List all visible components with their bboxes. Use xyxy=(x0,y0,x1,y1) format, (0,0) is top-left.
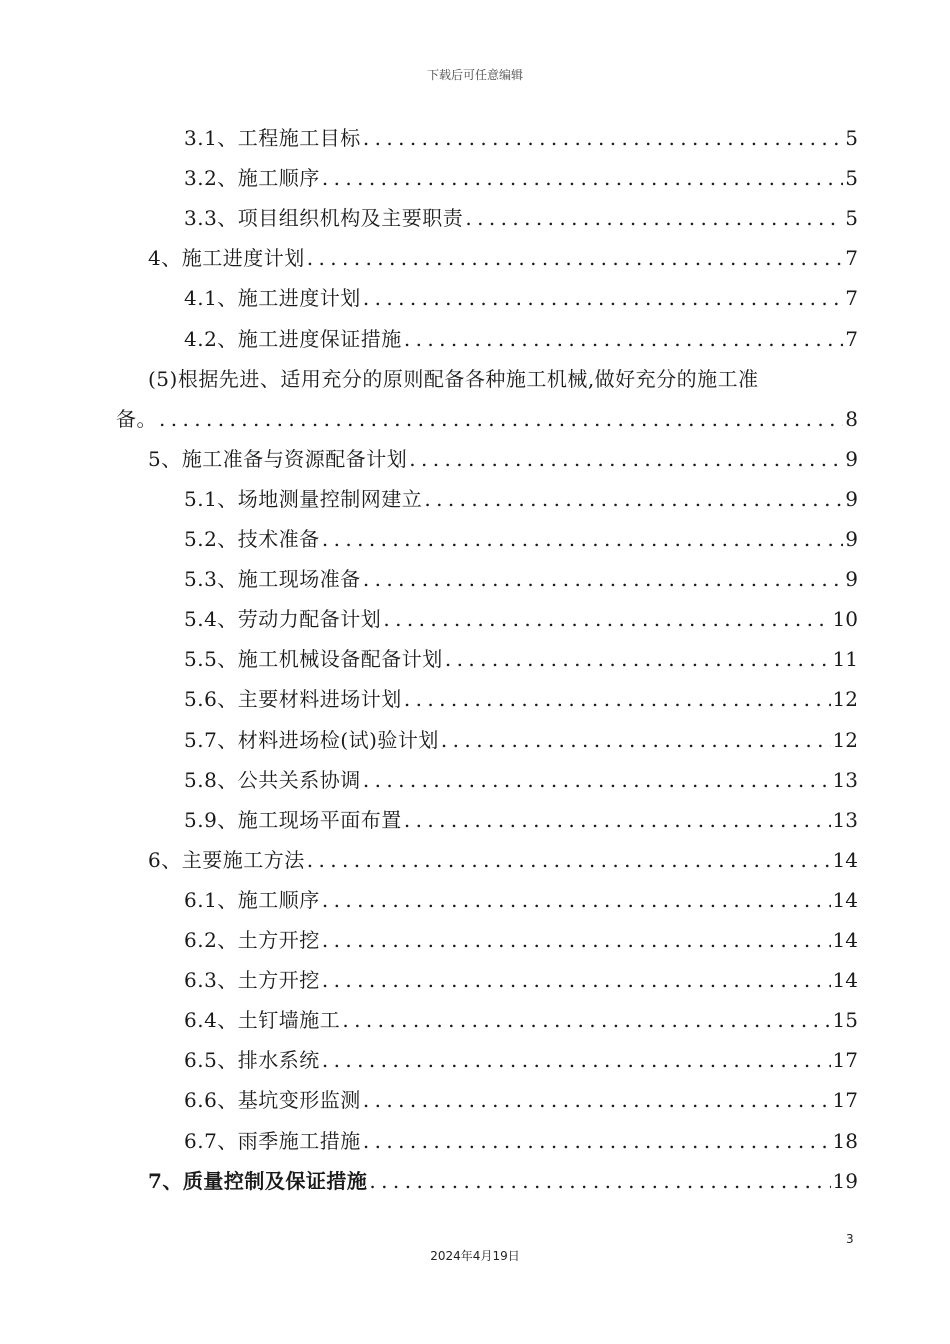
toc-entry-page: 14 xyxy=(832,928,858,952)
toc-entry-label: 5.1、场地测量控制网建立 xyxy=(184,486,423,511)
toc-dot-leader xyxy=(307,238,844,278)
toc-entry-label: 7、质量控制及保证措施 xyxy=(148,1168,368,1193)
toc-dot-leader xyxy=(445,639,831,679)
toc-entry-label: 4.1、施工进度计划 xyxy=(184,286,361,311)
toc-entry[interactable] xyxy=(184,1121,858,1161)
toc-entry-label: 6.7、雨季施工措施 xyxy=(184,1128,361,1153)
toc-entry[interactable] xyxy=(184,158,858,198)
toc-dot-leader xyxy=(465,198,843,238)
toc-entry[interactable] xyxy=(184,720,858,760)
toc-entry-page: 7 xyxy=(845,286,858,311)
toc-entry-page: 7 xyxy=(845,246,858,271)
toc-entry-page: 7 xyxy=(845,326,858,351)
toc-entry-page: 9 xyxy=(845,527,858,551)
toc-dot-leader xyxy=(307,840,831,880)
toc-dot-leader xyxy=(383,599,830,639)
toc-entry[interactable] xyxy=(184,118,858,158)
toc-entry[interactable] xyxy=(184,198,858,238)
toc-entry[interactable] xyxy=(184,920,858,960)
toc-entry[interactable] xyxy=(148,439,858,479)
toc-entry-label: 6.2、土方开挖 xyxy=(184,928,320,952)
toc-entry[interactable] xyxy=(184,319,858,359)
toc-dot-leader xyxy=(322,519,843,559)
toc-entry-page: 14 xyxy=(832,887,858,912)
toc-entry-page: 10 xyxy=(832,607,858,632)
toc-entry-label: 4.2、施工进度保证措施 xyxy=(184,326,402,351)
toc-dot-leader xyxy=(363,559,843,599)
toc-entry-page: 19 xyxy=(832,1168,858,1193)
toc-entry-label: 6.5、排水系统 xyxy=(184,1048,320,1073)
toc-entry-page: 13 xyxy=(832,807,858,832)
toc-entry-label: 5.4、劳动力配备计划 xyxy=(184,607,382,632)
toc-entry[interactable] xyxy=(184,800,858,840)
toc-entry[interactable] xyxy=(184,1040,858,1080)
toc-entry[interactable] xyxy=(148,1161,858,1201)
toc-entry-page: 5 xyxy=(845,166,858,191)
toc-entry[interactable] xyxy=(184,479,858,519)
toc-dot-leader xyxy=(404,319,843,359)
toc-entry-wrapped-line[interactable]: (5)根据先进、适用充分的原则配备各种施工机械,做好充分的施工准 xyxy=(148,366,759,391)
toc-entry-label: 3.3、项目组织机构及主要职责 xyxy=(184,206,464,231)
toc-dot-leader xyxy=(404,800,831,840)
toc-entry-page: 5 xyxy=(845,126,858,150)
toc-dot-leader xyxy=(322,1040,831,1080)
toc-entry[interactable] xyxy=(184,679,858,719)
toc-entry-page: 9 xyxy=(845,486,858,511)
toc-entry[interactable] xyxy=(184,519,858,559)
toc-dot-leader xyxy=(404,679,831,719)
toc-entry[interactable] xyxy=(184,960,858,1000)
toc-entry-label: 3.2、施工顺序 xyxy=(184,166,320,191)
toc-entry-label: 6、主要施工方法 xyxy=(148,847,305,872)
toc-entry-page: 14 xyxy=(832,968,858,993)
toc-entry[interactable] xyxy=(184,1080,858,1120)
toc-dot-leader xyxy=(322,158,843,198)
toc-entry[interactable] xyxy=(184,639,858,679)
toc-entry-label: 5.3、施工现场准备 xyxy=(184,567,361,592)
toc-entry[interactable] xyxy=(184,559,858,599)
toc-dot-leader xyxy=(159,399,843,439)
toc-entry-page: 15 xyxy=(832,1008,858,1033)
toc-dot-leader xyxy=(441,720,831,760)
toc-entry-page: 12 xyxy=(832,727,858,752)
toc-entry-label: 5、施工准备与资源配备计划 xyxy=(148,446,408,471)
toc-entry[interactable] xyxy=(184,1000,858,1040)
page-header: 下载后可任意编辑 xyxy=(426,68,523,82)
toc-entry[interactable] xyxy=(116,399,858,439)
toc-entry-page: 12 xyxy=(832,687,858,712)
toc-entry-label: 6.1、施工顺序 xyxy=(184,887,320,912)
toc-dot-leader xyxy=(369,1161,830,1201)
toc-entry[interactable] xyxy=(148,238,858,278)
toc-entry-page: 5 xyxy=(845,206,858,231)
toc-entry-label: 5.2、技术准备 xyxy=(184,527,320,551)
toc-dot-leader xyxy=(342,1000,830,1040)
toc-entry-label: 4、施工进度计划 xyxy=(148,246,305,271)
toc-entry-label: 6.4、土钉墙施工 xyxy=(184,1008,341,1033)
toc-entry-page: 9 xyxy=(845,446,858,471)
toc-entry-page: 8 xyxy=(845,406,858,431)
toc-dot-leader xyxy=(363,1121,831,1161)
toc-dot-leader xyxy=(322,880,831,920)
toc-entry-page: 17 xyxy=(832,1088,858,1113)
toc-entry[interactable] xyxy=(184,880,858,920)
toc-entry[interactable] xyxy=(184,278,858,318)
toc-dot-leader xyxy=(409,439,843,479)
toc-dot-leader xyxy=(363,760,831,800)
toc-dot-leader xyxy=(322,960,831,1000)
toc-entry-label: 3.1、工程施工目标 xyxy=(184,126,361,150)
toc-entry-label: 6.3、土方开挖 xyxy=(184,968,320,993)
toc-entry-label: 5.7、材料进场检(试)验计划 xyxy=(184,727,439,752)
page-number: 3 xyxy=(846,1232,854,1246)
toc-entry-label: 6.6、基坑变形监测 xyxy=(184,1088,361,1113)
toc-entry[interactable] xyxy=(184,599,858,639)
toc-entry-label: 5.5、施工机械设备配备计划 xyxy=(184,647,443,672)
toc-entry-label: 5.9、施工现场平面布置 xyxy=(184,807,402,832)
toc-entry-page: 9 xyxy=(845,567,858,592)
toc-entry[interactable] xyxy=(148,840,858,880)
toc-entry-page: 14 xyxy=(832,847,858,872)
toc-entry-page: 17 xyxy=(832,1048,858,1073)
toc-entry-label: 备。 xyxy=(116,406,157,431)
toc-entry-page: 18 xyxy=(832,1128,858,1153)
footer-date: 2024年4月19日 xyxy=(430,1249,520,1263)
toc-entry[interactable] xyxy=(184,760,858,800)
toc-entry-label: 5.8、公共关系协调 xyxy=(184,767,361,792)
toc-entry-page: 13 xyxy=(832,767,858,792)
toc-dot-leader xyxy=(363,1080,831,1120)
toc-dot-leader xyxy=(322,920,831,960)
toc-entry-label: 5.6、主要材料进场计划 xyxy=(184,687,402,712)
toc-entry-page: 11 xyxy=(832,647,858,672)
toc-dot-leader xyxy=(363,278,843,318)
toc-dot-leader xyxy=(363,118,843,158)
toc-dot-leader xyxy=(424,479,843,519)
